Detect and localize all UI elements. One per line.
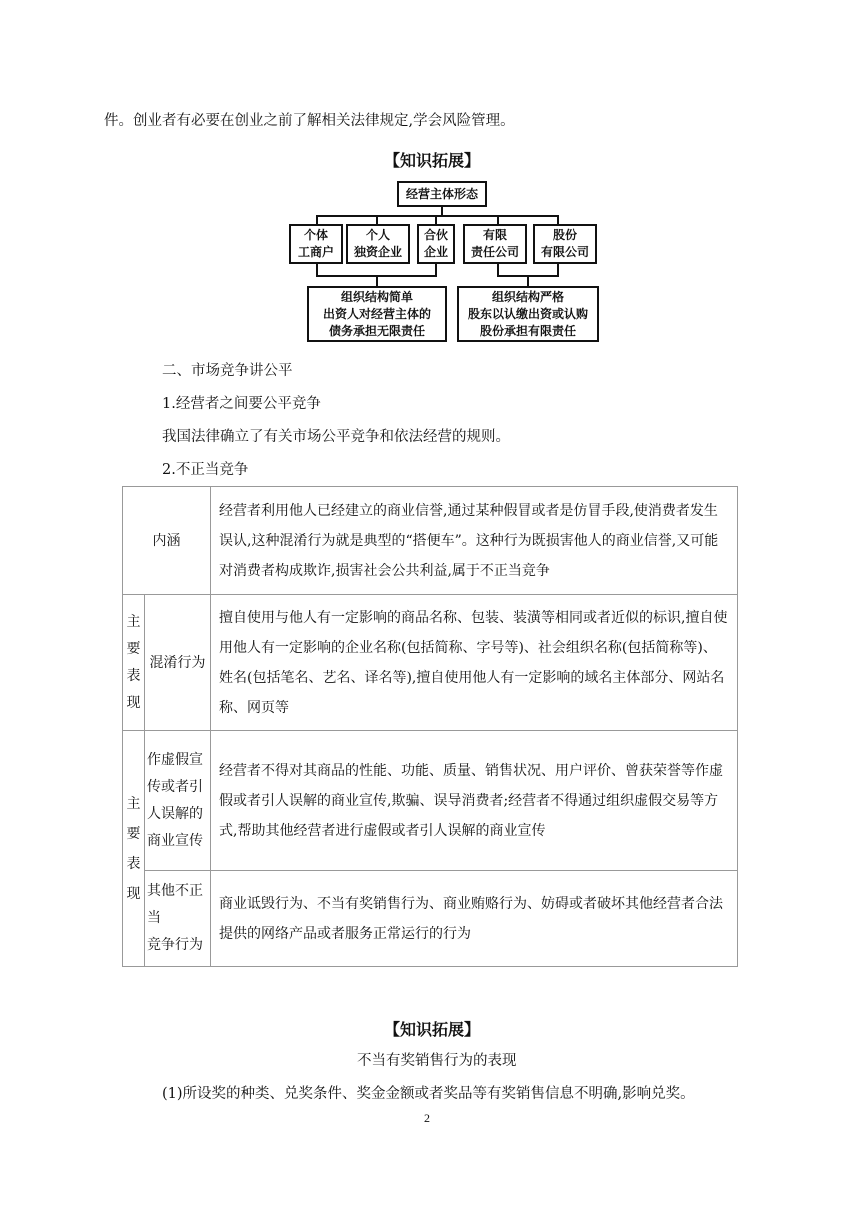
table-row [123,595,738,731]
heading-knowledge-extension-2: 【知识拓展】 [384,1020,481,1039]
row-label-connotation: 内涵 [123,487,211,595]
page-number: 2 [424,1111,430,1125]
connector [435,215,437,224]
connector [376,275,378,286]
connector [316,215,558,217]
connector [527,275,529,286]
group-label-main: 主要表现 [123,731,145,967]
row-label-other-a: 其他不正当 [147,883,203,926]
diagram-note-limited: 组织结构严格 股东以认缴出资或认购 股份承担有限责任 [457,286,599,342]
connector [497,215,499,224]
row-text-connotation: 经营者利用他人已经建立的商业信誉,通过某种假冒或者是仿冒手段,使消费者发生误认,这种混淆行为就是典型的“搭便车”。这种行为既损害他人的商业信誉,又可能对消费者构成欺诈,损害社会公共利益,属于不正当竞争 [211,487,738,595]
connector [557,215,559,224]
paragraph-top: 件。创业者有必要在创业之前了解相关法律规定,学会风险管理。 [104,113,515,129]
connector [316,215,318,224]
diagram-root: 经营主体形态 [397,181,487,207]
diagram-box-llc: 有限 责任公司 [463,224,527,264]
heading-knowledge-extension: 【知识拓展】 [384,151,481,170]
unfair-competition-table [122,486,738,967]
diagram-box-partnership: 合伙 企业 [417,224,455,264]
diagram-box-individual-business: 个体 工商户 [289,224,343,264]
section-title: 二、市场竞争讲公平 [162,363,293,379]
group-label-main: 主要表现 [123,595,145,731]
diagram-box-sole-proprietorship: 个人 独资企业 [346,224,410,264]
row-label-false-advertising: 作虚假宣传或者引人误解的商业宣传 [145,731,211,871]
diagram-box-joint-stock: 股份 有限公司 [533,224,597,264]
item-1-title: 1.经营者之间要公平竞争 [162,396,321,412]
item-1-text: 我国法律确立了有关市场公平竞争和依法经营的规则。 [162,429,510,445]
row-text-confusion: 擅自使用与他人有一定影响的商品名称、包装、装潢等相同或者近似的标识,擅自使用他人有一定影响的企业名称(包括简称、字号等)、社会组织名称(包括简称等)、姓名(包括笔名、艺名、译名等),擅自使用他人有一定影响的域名主体部分、网站名称、网页等 [211,595,738,731]
item-2-title: 2.不正当竞争 [162,462,249,478]
row-label-other-b: 竞争行为 [147,937,203,953]
row-text-other: 商业诋毁行为、不当有奖销售行为、商业贿赂行为、妨碍或者破坏其他经营者合法提供的网络产品或者服务正常运行的行为 [211,871,738,967]
table-row [123,871,738,967]
row-text-false-advertising: 经营者不得对其商品的性能、功能、质量、销售状况、用户评价、曾获荣誉等作虚假或者引人误解的商业宣传,欺骗、误导消费者;经营者不得通过组织虚假交易等方式,帮助其他经营者进行虚假或者引人误解的商业宣传 [211,731,738,871]
table-row [123,731,738,871]
diagram-note-unlimited: 组织结构简单 出资人对经营主体的 债务承担无限责任 [307,286,447,342]
row-label-confusion: 混淆行为 [145,595,211,731]
table-row [123,487,738,595]
subtitle: 不当有奖销售行为的表现 [357,1053,517,1069]
connector [376,215,378,224]
row-label-other [145,871,211,967]
point-1: (1)所设奖的种类、兑奖条件、奖金金额或者奖品等有奖销售信息不明确,影响兑奖。 [162,1086,695,1102]
